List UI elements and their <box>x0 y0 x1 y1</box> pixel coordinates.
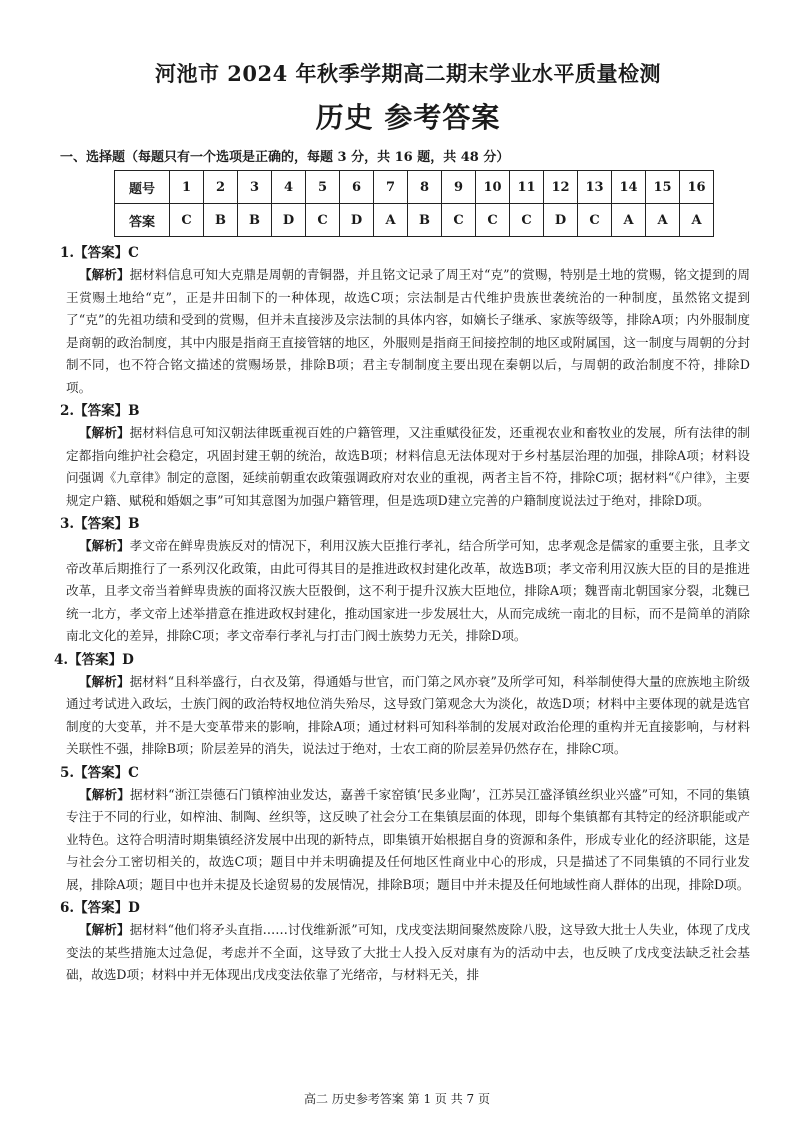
analysis-text: 据材料“浙江崇德石门镇榨油业发达，嘉善千家窑镇‘民多业陶’，江苏吴江盛泽镇丝织业兴盛”可知，不同的集镇专注于不同的行业，如榨油、制陶、丝织等，这反映了社会分工在集镇层面的体现，即每个集镇都有其特定的经济职能或产业特色。这符合明清时期集镇经济发展中出现的新特点，即集镇开始根据自身的资源和条件，形成专业化的经济职能，这是与社会分工密切相关的，故选C项；题目中并未明确提及任何地区性商业中心的形成，只是描述了不同集镇的不同行业发展，排除A项；题目中也并未提及长途贸易的发展情况，排除B项；题目中并未提及任何地域性商人群体的出现，排除D项。 <box>66 786 751 892</box>
answer-cell: B <box>238 204 272 237</box>
analysis-text: 据材料信息可知汉朝法律既重视百姓的户籍管理，又注重赋役征发，还重视农业和畜牧业的发展，所有法律的制定都指向维护社会稳定，巩固封建王朝的统治，故选B项；材料信息无法体现对于乡村基层治理的加强，排除A项；材料设问强调《九章律》制定的意图，延续前朝重农政策强调政府对农业的重视，两者主旨不符，排除C项；据材料“《户律》，主要规定户籍、赋税和婚姻之事”可知其意图为加强户籍管理，但是选项D建立完善的户籍制度说法过于绝对，排除D项。 <box>66 425 751 508</box>
analysis-text: 孝文帝在鲜卑贵族反对的情况下，利用汉族大臣推行孝礼，结合所学可知，忠孝观念是儒家的重要主张，且孝文帝改革后期推行了一系列汉化政策，由此可得其目的是推进政权封建化改革，故选B项；孝文帝利用汉族大臣的目的是推进改革，且孝文帝当着鲜卑贵族的面将汉族大臣骰倒，这不利于提升汉族大臣地位，排除A项；魏晋南北朝国家分裂，北魏已统一北方，孝文帝上述举措意在推进政权封建化，推动国家进一步发展壮大，从而完成统一南北的目标，而不是简单的消除南北文化的差异，排除C项；孝文帝奉行孝礼与打击门阀士族势力无关，排除D项。 <box>66 538 751 643</box>
analysis-tag: 【解析】 <box>79 267 130 282</box>
explanation-paragraph <box>66 671 750 761</box>
question-number-cell: 8 <box>408 171 442 204</box>
question-number-cell: 2 <box>204 171 238 204</box>
answer-row <box>115 204 714 237</box>
answer-cell: D <box>340 204 374 237</box>
question-number-cell: 16 <box>680 171 714 204</box>
answer-cell: C <box>442 204 476 237</box>
question-number-cell: 1 <box>170 171 204 204</box>
explanation-paragraph <box>66 784 750 897</box>
analysis-tag: 【解析】 <box>79 425 130 440</box>
exam-title: 河池市 2024 年秋季学期高二期末学业水平质量检测 <box>154 61 662 86</box>
answer-cell: D <box>272 204 306 237</box>
answer-heading: 1.【答案】C <box>60 245 139 261</box>
analysis-tag: 【解析】 <box>79 538 130 553</box>
answer-cell: C <box>306 204 340 237</box>
answer-cell: C <box>170 204 204 237</box>
explanation-item-3 <box>60 514 751 648</box>
answer-cell: B <box>408 204 442 237</box>
explanation-item-2 <box>60 401 751 512</box>
question-number-cell: 14 <box>612 171 646 204</box>
answer-cell: C <box>510 204 544 237</box>
answer-cell: A <box>374 204 408 237</box>
answer-cell: A <box>646 204 680 237</box>
answer-cell: C <box>476 204 510 237</box>
page-footer: 高二 历史参考答案 第 1 页 共 7 页 <box>304 1092 490 1106</box>
explanation-item-5 <box>60 763 751 897</box>
answer-heading: 6.【答案】D <box>60 900 140 916</box>
explanation-paragraph <box>66 919 750 987</box>
question-number-cell: 12 <box>544 171 578 204</box>
explanation-item-6 <box>60 898 750 987</box>
document-subtitle: 历史 参考答案 <box>315 101 501 134</box>
question-number-cell: 10 <box>476 171 510 204</box>
answer-heading: 5.【答案】C <box>60 764 139 781</box>
explanation-paragraph <box>66 535 750 648</box>
row-label-answer: 答案 <box>115 204 170 237</box>
question-number-cell: 13 <box>578 171 612 204</box>
analysis-tag: 【解析】 <box>79 786 130 802</box>
answer-cell: B <box>204 204 238 237</box>
analysis-text: 据材料信息可知大克鼎是周朝的青铜器，并且铭文记录了周王对“克”的赏赐，特别是土地的赏赐，铭文提到的周王赏赐土地给“克”，正是井田制下的一种体现，故选C项；宗法制是古代维护贵族世袭统治的一种制度，虽然铭文提到了“克”的先祖功绩和受到的赏赐，但并未直接涉及宗法制的具体内容，如嫡长子继承、家族等级等，排除A项；内外服制度是商朝的政治制度，其中内服是指商王直接管辖的地区，外服则是指商王间接控制的地区或附属国，这一制度与周朝的分封制不同，也不符合铭文描述的赏赐场景，排除B项；君主专制制度主要出现在秦朝以后，与周朝的政治制度不符，排除D项。 <box>66 267 750 395</box>
answer-table <box>114 170 714 237</box>
analysis-tag: 【解析】 <box>79 673 130 689</box>
analysis-text: 据材料“且科举盛行，白衣及第，得通婚与世官，而门第之风亦衰”及所学可知，科举制使得大量的庶族地主阶级通过考试进入政坛，士族门阀的政治特权地位消失殆尽，这导致门第观念大为淡化，故选D项；材料中主要体现的就是选官制度的大变革，并不是大变革带来的影响，排除A项；通过材料可知科举制的发展对政治伦理的重构并无直接影响，与材料关联性不强，排除B项；阶层差异的消失，说法过于绝对，士农工商的阶层差异仍然存在，排除C项。 <box>66 673 750 756</box>
question-number-cell: 11 <box>510 171 544 204</box>
answer-heading: 4.【答案】D <box>54 651 134 668</box>
analysis-tag: 【解析】 <box>79 922 130 937</box>
row-label-number: 题号 <box>115 171 170 204</box>
question-number-cell: 15 <box>646 171 680 204</box>
question-number-cell: 5 <box>306 171 340 204</box>
question-number-cell: 3 <box>238 171 272 204</box>
analysis-text: 据材料“他们将矛头直指……讨伐维新派”可知，戊戌变法期间聚然废除八股，这导致大批士人失业，体现了戊戌变法的某些措施太过急促，考虑并不全面，这导致了大批士人投入反对康有为的活动中去，也反映了戊戌变法缺乏社会基础，故选D项；材料中并无体现出戊戌变法依靠了光绪帝，与材料无关，排 <box>66 922 750 982</box>
explanation-item-1 <box>60 243 750 399</box>
question-number-cell: 4 <box>272 171 306 204</box>
answer-heading: 2.【答案】B <box>60 403 140 419</box>
section-heading: 一、选择题（每题只有一个选项是正确的，每题 3 分，共 16 题，共 48 分） <box>60 150 510 165</box>
answer-heading: 3.【答案】B <box>60 516 140 532</box>
answer-cell: C <box>578 204 612 237</box>
question-number-cell: 9 <box>442 171 476 204</box>
answer-cell: A <box>612 204 646 237</box>
answer-cell: A <box>680 204 714 237</box>
explanation-paragraph <box>66 264 750 399</box>
question-number-cell: 7 <box>374 171 408 204</box>
explanation-paragraph <box>66 422 750 512</box>
explanation-list <box>54 243 751 987</box>
answer-cell: D <box>544 204 578 237</box>
question-number-cell: 6 <box>340 171 374 204</box>
explanation-item-4 <box>54 650 750 761</box>
question-number-row <box>115 171 714 204</box>
